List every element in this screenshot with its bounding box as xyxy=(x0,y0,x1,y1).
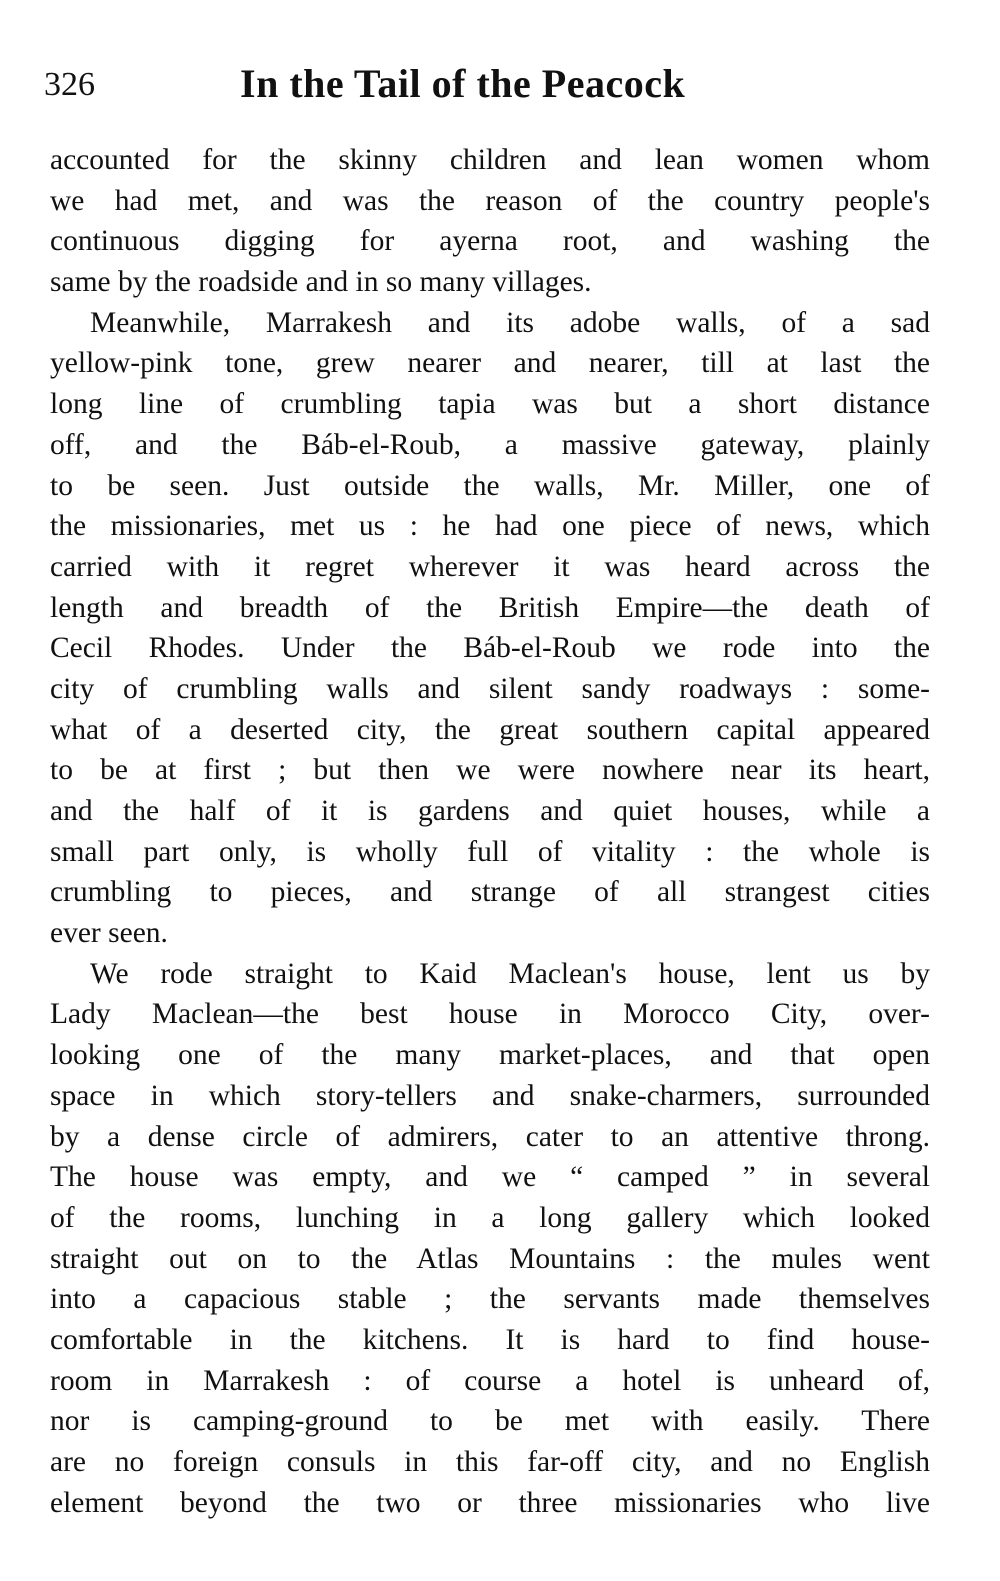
text-line: straight out on to the Atlas Mountains : the mules went xyxy=(50,1242,930,1275)
text-line: city of crumbling walls and silent sandy roadways : some- xyxy=(50,672,930,705)
text-line: the missionaries, met us : he had one piece of news, which xyxy=(50,510,930,543)
text-line: what of a deserted city, the great southern capital appeared xyxy=(50,713,930,746)
text-line: space in which story-tellers and snake-charmers, surrounded xyxy=(50,1079,930,1112)
text-line: to be at first ; but then we were nowhere near its heart, xyxy=(50,754,930,787)
text-line: off, and the Báb-el-Roub, a massive gateway, plainly xyxy=(50,428,930,461)
text-line: we had met, and was the reason of the country people's xyxy=(50,184,930,217)
text-line: yellow-pink tone, grew nearer and nearer, till at last the xyxy=(50,347,930,380)
text-line: continuous digging for ayerna root, and washing the xyxy=(50,225,930,258)
text-line: long line of crumbling tapia was but a short distance xyxy=(50,388,930,421)
text-line: small part only, is wholly full of vitality : the whole is xyxy=(50,835,930,868)
text-line: nor is camping-ground to be met with easily. There xyxy=(50,1405,930,1438)
text-line: by a dense circle of admirers, cater to an attentive throng. xyxy=(50,1120,930,1153)
body-text xyxy=(50,140,930,1523)
text-line: We rode straight to Kaid Maclean's house, lent us by xyxy=(90,957,930,990)
text-line: element beyond the two or three missionaries who live xyxy=(50,1486,930,1519)
running-title: In the Tail of the Peacock xyxy=(240,61,686,106)
text-line: room in Marrakesh : of course a hotel is unheard of, xyxy=(50,1364,930,1397)
text-line: and the half of it is gardens and quiet houses, while a xyxy=(50,795,930,827)
text-line: crumbling to pieces, and strange of all strangest cities xyxy=(50,876,930,909)
text-line: accounted for the skinny children and lean women whom xyxy=(50,144,930,176)
text-line: carried with it regret wherever it was heard across the xyxy=(50,550,930,583)
text-line: are no foreign consuls in this far-off city, and no English xyxy=(50,1446,930,1478)
text-line: ever seen. xyxy=(50,917,168,950)
text-line: The house was empty, and we “ camped ” in several xyxy=(50,1161,930,1194)
text-line: of the rooms, lunching in a long gallery which looked xyxy=(50,1201,930,1234)
text-line: to be seen. Just outside the walls, Mr. Miller, one of xyxy=(50,469,930,502)
text-line: into a capacious stable ; the servants made themselves xyxy=(50,1283,930,1316)
text-line: looking one of the many market-places, and that open xyxy=(50,1039,930,1072)
text-line: comfortable in the kitchens. It is hard to find house- xyxy=(50,1323,930,1356)
text-line: Cecil Rhodes. Under the Báb-el-Roub we rode into the xyxy=(50,632,930,665)
text-line: Lady Maclean—the best house in Morocco City, over- xyxy=(50,998,930,1031)
text-line: length and breadth of the British Empire—the death of xyxy=(50,591,930,624)
text-line: Meanwhile, Marrakesh and its adobe walls, of a sad xyxy=(90,306,930,339)
text-line: same by the roadside and in so many villages. xyxy=(50,266,592,299)
page-number: 326 xyxy=(44,66,95,103)
